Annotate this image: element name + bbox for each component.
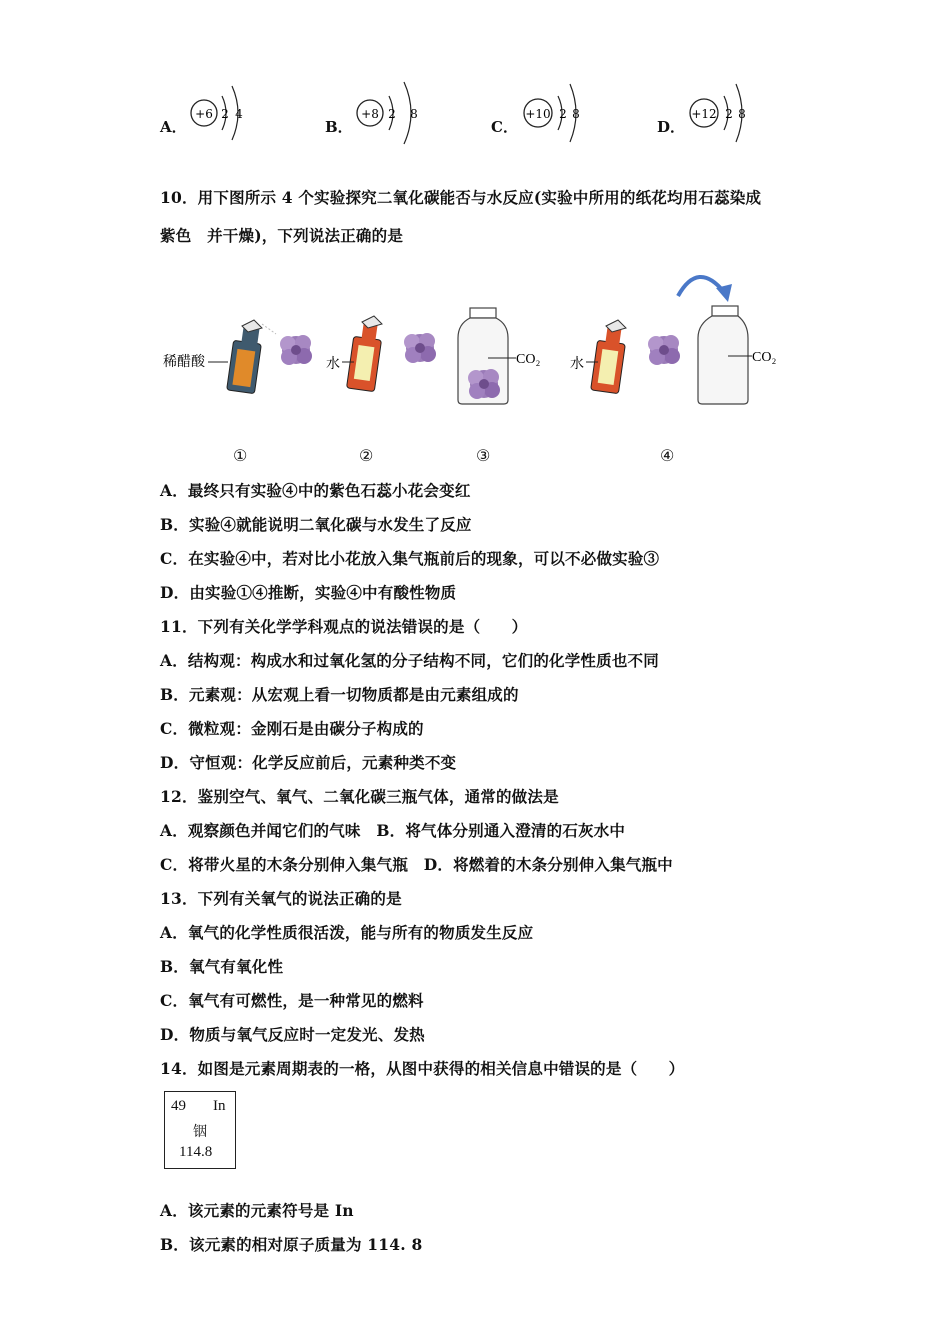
- shell-1-count: 2: [559, 107, 567, 121]
- q10-option-a: A．最终只有实验④中的紫色石蕊小花会变红: [160, 481, 471, 500]
- q9-option-c-atom-diagram: [518, 74, 592, 150]
- nucleus-charge: +8: [361, 107, 379, 121]
- label-vinegar: 稀醋酸: [163, 354, 205, 370]
- transfer-arrow-icon: [678, 277, 724, 296]
- q9-option-d-atom-diagram: [684, 74, 758, 150]
- exp-label-3: ③: [476, 446, 491, 465]
- label-co2-2: CO₂: [752, 350, 777, 365]
- q14-option-b: B．该元素的相对原子质量为 114. 8: [160, 1235, 423, 1254]
- exp-label-4: ④: [660, 446, 675, 465]
- shell-1-count: 2: [725, 107, 733, 121]
- shell-1-count: 2: [221, 107, 229, 121]
- shell-2-count: 8: [738, 107, 746, 121]
- nucleus-charge: +12: [691, 107, 717, 121]
- atomic-mass: 114.8: [179, 1144, 213, 1160]
- periodic-table-cell: [164, 1091, 236, 1169]
- q9-option-a-atom-diagram: [186, 74, 256, 150]
- q13-option-b: B．氧气有氧化性: [160, 957, 284, 976]
- exp-label-1: ①: [233, 446, 248, 465]
- q14-option-a: A．该元素的元素符号是 In: [160, 1201, 354, 1220]
- element-name: 铟: [193, 1124, 207, 1140]
- q11-option-d: D．守恒观：化学反应前后，元素种类不变: [160, 753, 457, 772]
- exp2-spray-bottle: [347, 316, 382, 392]
- exp3-flower: [468, 369, 500, 399]
- shell-2-count: 4: [235, 107, 243, 121]
- exp-label-2: ②: [359, 446, 374, 465]
- q10-option-c: C．在实验④中，若对比小花放入集气瓶前后的现象，可以不必做实验③: [160, 549, 660, 568]
- q14-stem: 14．如图是元素周期表的一格，从图中获得的相关信息中错误的是（ ）: [160, 1059, 685, 1078]
- exp1-spray-bottle: [227, 320, 276, 394]
- q10-stem-line-1: 10．用下图所示 4 个实验探究二氧化碳能否与水反应(实验中所用的纸花均用石蕊染成: [160, 188, 762, 207]
- q11-option-c: C．微粒观：金刚石是由碳分子构成的: [160, 719, 424, 738]
- q11-option-a: A．结构观：构成水和过氧化氢的分子结构不同，它们的化学性质也不同: [160, 651, 659, 670]
- q11-stem: 11．下列有关化学学科观点的说法错误的是（ ）: [160, 617, 528, 636]
- shell-2-count: 8: [572, 107, 580, 121]
- exp2-flower: [404, 333, 436, 363]
- q13-option-a: A．氧气的化学性质很活泼，能与所有的物质发生反应: [160, 923, 534, 942]
- shell-2-count: 8: [410, 107, 418, 121]
- label-water-2: 水: [570, 356, 584, 372]
- q12-stem: 12．鉴别空气、氧气、二氧化碳三瓶气体，通常的做法是: [160, 787, 559, 806]
- q9-option-b-letter: B．: [325, 118, 353, 136]
- nucleus-charge: +6: [195, 107, 213, 121]
- q13-option-d: D．物质与氧气反应时一定发光、发热: [160, 1025, 425, 1044]
- exp1-flower: [280, 335, 312, 365]
- exp4-flower: [648, 335, 680, 365]
- q9-option-a-letter: A．: [160, 118, 187, 136]
- exp4-spray-bottle: [591, 320, 626, 394]
- shell-1-count: 2: [388, 107, 396, 121]
- q10-stem-line-2: 紫色 并干燥)，下列说法正确的是: [160, 226, 404, 245]
- label-water-1: 水: [326, 356, 340, 372]
- q13-stem: 13．下列有关氧气的说法正确的是: [160, 889, 402, 908]
- q9-option-d-letter: D．: [657, 118, 686, 136]
- q10-experiment-figure: [158, 262, 798, 412]
- element-symbol: In: [213, 1098, 226, 1114]
- q10-option-d: D．由实验①④推断，实验④中有酸性物质: [160, 583, 457, 602]
- q11-option-b: B．元素观：从宏观上看一切物质都是由元素组成的: [160, 685, 519, 704]
- q12-options-row-1: A．观察颜色并闻它们的气味 B．将气体分别通入澄清的石灰水中: [160, 821, 626, 840]
- atomic-number: 49: [171, 1098, 186, 1114]
- q13-option-c: C．氧气有可燃性，是一种常见的燃料: [160, 991, 424, 1010]
- exp4-gas-jar: [698, 306, 748, 404]
- q9-option-c-letter: C．: [491, 118, 518, 136]
- q12-options-row-2: C．将带火星的木条分别伸入集气瓶 D．将燃着的木条分别伸入集气瓶中: [160, 855, 673, 874]
- q9-option-b-atom-diagram: [352, 74, 426, 150]
- q10-option-b: B．实验④就能说明二氧化碳与水发生了反应: [160, 515, 472, 534]
- label-co2-1: CO₂: [516, 352, 541, 367]
- nucleus-charge: +10: [525, 107, 551, 121]
